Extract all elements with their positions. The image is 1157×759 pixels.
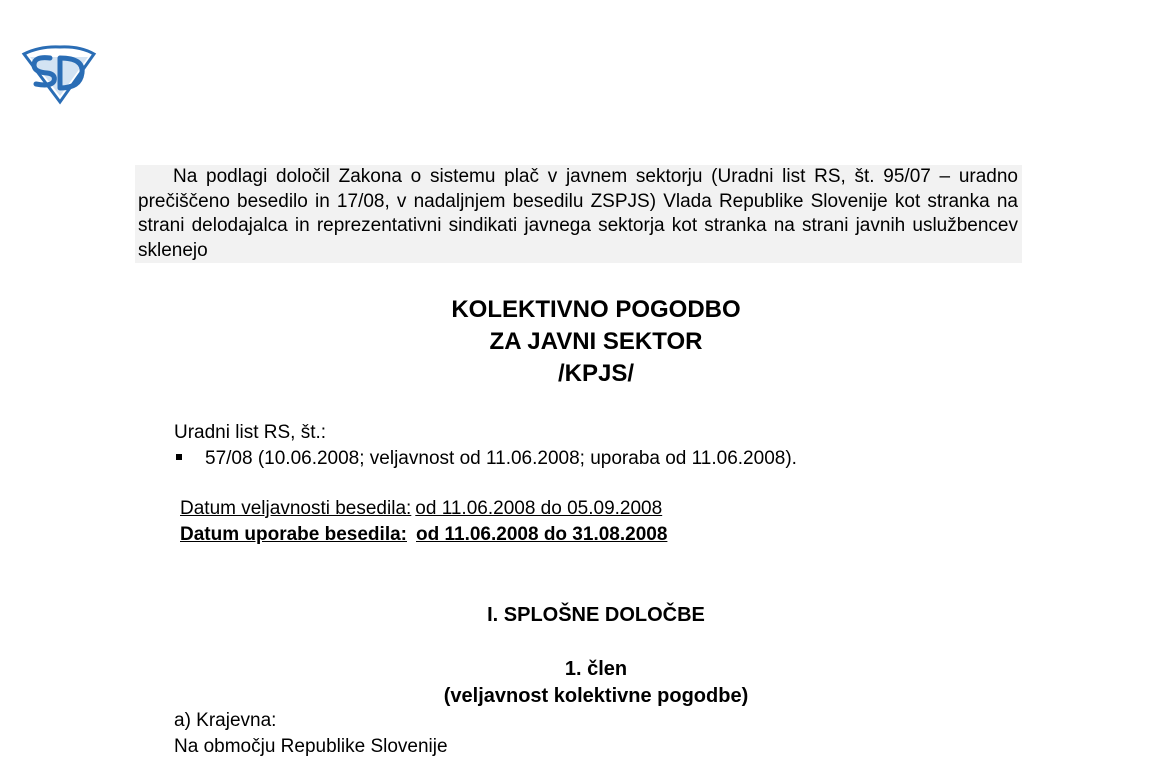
section-heading: I. SPLOŠNE DOLOČBE <box>487 604 705 626</box>
use-date-label: Datum uporabe besedila: <box>180 524 407 545</box>
document-title-line-1: KOLEKTIVNO POGODBO <box>451 296 741 323</box>
gazette-item-text: 57/08 (10.06.2008; veljavnost od 11.06.2008; uporaba od 11.06.2008). <box>205 448 797 469</box>
article-number: 1. člen <box>564 658 628 680</box>
gazette-label: Uradni list RS, št.: <box>174 422 327 443</box>
bullet-square-icon <box>176 454 182 460</box>
sd-logo <box>20 44 98 106</box>
article-item-a: a) Krajevna: <box>174 710 277 731</box>
intro-paragraph-box <box>135 165 1022 263</box>
validity-date-line <box>180 497 662 521</box>
use-date-value: od 11.06.2008 do 31.08.2008 <box>416 524 668 545</box>
article-item-a-text: Na območju Republike Slovenije <box>174 736 448 757</box>
article-title: (veljavnost kolektivne pogodbe) <box>443 685 749 707</box>
intro-paragraph: Na podlagi določil Zakona o sistemu plač v javnem sektorju (Uradni list RS, št. 95/07 – uradno prečiščeno besedilo in 17/08, v nadaljnjem besedilu ZSPJS) Vlada Republike Slovenije kot stranka na strani delodajalca in reprezentativni sindikati javnega sektorja kot stranka na strani javnih uslužbencev sklenejo <box>138 166 1018 261</box>
use-date-line <box>180 523 667 547</box>
document-title-line-2: ZA JAVNI SEKTOR <box>489 328 703 355</box>
sd-shield-logo-icon <box>20 44 98 106</box>
validity-date-value: od 11.06.2008 do 05.09.2008 <box>415 498 663 519</box>
document-title-abbreviation: /KPJS/ <box>557 360 635 387</box>
gazette-list-item <box>174 447 797 471</box>
validity-date-label: Datum veljavnosti besedila: <box>180 498 412 519</box>
